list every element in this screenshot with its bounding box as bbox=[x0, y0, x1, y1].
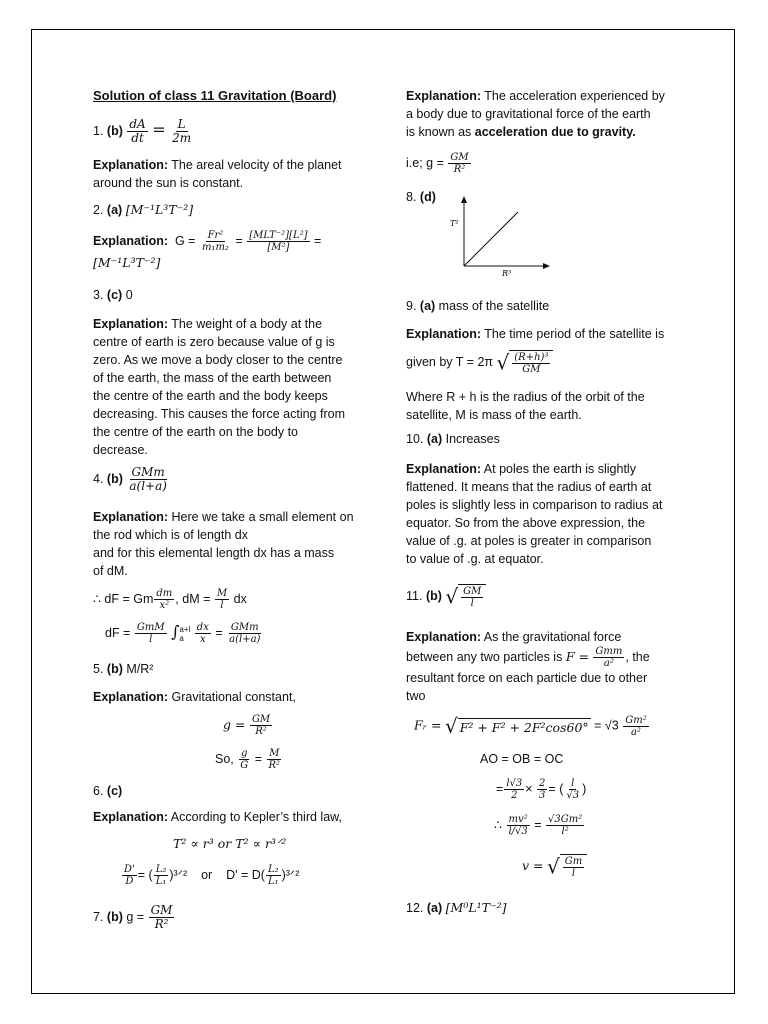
explanation-5: Explanation: Gravitational constant, bbox=[93, 690, 296, 704]
centripetal-equation: ∴ $\frac{\text{mv²}}{l/√3}$ = $\frac{\text{√3Gm²}}{\text{l²}}$ bbox=[494, 814, 583, 837]
answer-3: 3. (c) 0 bbox=[93, 288, 133, 302]
t2-vs-r3-graph bbox=[446, 194, 556, 280]
fraction: $\frac{dA}{dt}$ bbox=[129, 117, 146, 145]
graph-line bbox=[464, 212, 518, 266]
explanation-9-cont: Where R + h is the radius of the orbit of the satellite, M is mass of the earth. bbox=[406, 390, 645, 422]
fraction: $\frac{\text{Gm²}}{\text{a²}}$ bbox=[625, 714, 647, 738]
sqrt-icon: √ bbox=[496, 350, 510, 375]
ao-ob-oc: AO = OB = OC bbox=[480, 752, 564, 766]
fraction: $\frac{GM}{\text{R²}}$ bbox=[450, 152, 469, 175]
explanation-6: Explanation: According to Kepler’s third law, bbox=[93, 810, 342, 824]
fraction: $\frac{\text{√3Gm²}}{\text{l²}}$ bbox=[548, 814, 583, 837]
fraction: $\frac{M}{l}$ bbox=[216, 588, 228, 611]
fraction: $\frac{GM}{\text{R²}}$ bbox=[150, 903, 173, 931]
fraction: $\frac{\text{L₂}}{\text{L₁}}$ bbox=[267, 864, 279, 887]
fraction: $\frac{GM}{l}$ bbox=[463, 586, 482, 609]
answer-8: 8. (d) bbox=[406, 190, 436, 204]
g-equation: g = $\frac{GM}{\text{R²}}$ bbox=[223, 714, 271, 737]
answer-9: 9. (a) mass of the satellite bbox=[406, 299, 550, 313]
x-axis-arrow bbox=[543, 263, 550, 269]
explanation-3: Explanation: The weight of a body at the centre of earth is zero because value of g is zero. As we move a body closer to the centre of the earth, the mass of the earth between the centre of the earth and the body keeps decreasing. This causes the force acting from the centre of the earth on the body to decrease. bbox=[93, 317, 345, 457]
explanation-9: Explanation: The time period of the satellite is bbox=[406, 327, 665, 341]
fraction: $\frac{L}{2m}$ bbox=[172, 117, 192, 145]
fraction: $\frac{\text{L₂}}{\text{L₁}}$ bbox=[155, 864, 167, 887]
fraction: $\frac{Gm}{l}$ bbox=[564, 856, 583, 879]
y-axis-label: T² bbox=[450, 219, 459, 228]
fraction: $\frac{\text{GmM}}{l}$ bbox=[136, 622, 165, 646]
answer-7: 7. (b) g = $\frac{GM}{\text{R²}}$ bbox=[93, 903, 173, 931]
g-definition: i.e; g = $\frac{GM}{\text{R²}}$ bbox=[406, 152, 469, 175]
fraction: $\frac{g}{G}$ bbox=[240, 748, 249, 771]
fraction: $\frac{l}{√3}$ bbox=[566, 778, 580, 801]
fraction: $\frac{dx}{x}$ bbox=[196, 622, 209, 646]
fraction: $\frac{\text{Gmm}}{\text{a²}}$ bbox=[595, 646, 623, 670]
y-axis-arrow bbox=[461, 196, 467, 203]
sqrt-icon: √ bbox=[547, 854, 560, 879]
fraction: $\frac{D'}{D}$ bbox=[124, 864, 135, 887]
answer-2: 2. (a) [M⁻¹L³T⁻²] bbox=[93, 202, 194, 217]
integral-equation: dF = $\frac{\text{GmM}}{l}$ ∫ a+l a $\frac{dx}{x}$ = $\frac{\text{GMm}}{a(l+a)}$ bbox=[105, 622, 261, 646]
fraction: $\frac{\text{(R+h)³}}{GM}$ bbox=[514, 352, 549, 375]
explanation-1: Explanation: The areal velocity of the planet around the sun is constant. bbox=[93, 158, 342, 190]
fraction: $\frac{\text{mv²}}{l/√3}$ bbox=[508, 814, 528, 837]
answer-6: 6. (c) bbox=[93, 784, 123, 798]
explanation-10: Explanation: At poles the earth is slightly flattened. It means that the radius of earth at poles is slightly less in comparison to radius at equator. So from the above expression, the value of .g. at poles is greater in comparison to value of .g. at equator. bbox=[406, 462, 663, 566]
x-axis-label: R³ bbox=[502, 269, 512, 278]
answer-11: 11. (b) √ $\frac{GM}{l}$ bbox=[406, 584, 486, 609]
fraction: $\frac{\text{[MLT⁻²][L²]}}{\text{[M²]}}$ bbox=[249, 230, 308, 253]
explanation-7: Explanation: The acceleration experienced by a body due to gravitational force of the earth is known as acceleration due to gravity. bbox=[406, 89, 665, 139]
answer-10: 10. (a) Increases bbox=[406, 432, 500, 446]
fraction: $\frac{\text{GMm}}{a(l+a)}$ bbox=[129, 465, 167, 493]
answer-5: 5. (b) M/R² bbox=[93, 662, 154, 676]
explanation-2: Explanation: G = $\frac{\text{Fr²}}{\text{m₁m₂}}$ = $\frac{\text{[MLT⁻²][L²]}}{\text{[M²]}}$ = [M⁻¹L³T⁻²] bbox=[93, 230, 322, 270]
fraction: $\frac{\text{Fr²}}{\text{m₁m₂}}$ bbox=[201, 230, 229, 253]
answer-12: 12. (a) [M⁰L¹T⁻²] bbox=[406, 900, 507, 915]
page-title: Solution of class 11 Gravitation (Board) bbox=[93, 88, 337, 103]
fraction: $\frac{\text{GMm}}{a(l+a)}$ bbox=[229, 622, 261, 646]
fraction: $\frac{GM}{\text{R²}}$ bbox=[251, 714, 271, 737]
velocity-equation: v = √ $\frac{Gm}{l}$ bbox=[522, 854, 587, 879]
ratio-equation: So, $\frac{g}{G}$ = $\frac{M}{\text{R²}}$ bbox=[215, 748, 281, 771]
explanation-4: Explanation: Here we take a small element on the rod which is of length dx and for this elemental length dx has a mass of dM. bbox=[93, 510, 354, 578]
answer-1: 1. (b) $\frac{dA}{dt}$ = $\frac{L}{2m}$ bbox=[93, 117, 192, 145]
force-element-equation: ∴ dF = Gm $\frac{dm}{\text{x²}}$ , dM = $\frac{M}{l}$ dx bbox=[93, 588, 247, 611]
keplers-law: T² ∝ r³ or T² ∝ r³ᐟ² bbox=[173, 836, 287, 851]
resultant-force-equation: Fᵣ = √ F² + F² + 2F²cos60° = √3 $\frac{\text{Gm²}}{\text{a²}}$ bbox=[414, 714, 647, 738]
fraction: $\frac{l√3}{2}$ bbox=[506, 778, 523, 801]
time-period-equation: given by T = 2π √ $\frac{\text{(R+h)³}}{GM}$ bbox=[406, 350, 553, 375]
answer-4: 4. (b) $\frac{\text{GMm}}{a(l+a)}$ bbox=[93, 465, 167, 493]
distance-ratio: $\frac{D'}{D}$ = ( $\frac{\text{L₂}}{\text{L₁}}$ )³ᐟ² or D' = D( $\frac{\text{L₂}}{\text{L₁}}$ )³ᐟ² bbox=[124, 864, 300, 887]
fraction: $\frac{M}{\text{R²}}$ bbox=[268, 748, 281, 771]
fraction: $\frac{2}{3}$ bbox=[539, 778, 546, 801]
ao-calculation: = $\frac{l√3}{2}$ × $\frac{2}{3}$ = ( $\frac{l}{√3}$ ) bbox=[496, 778, 587, 801]
sqrt-icon: √ bbox=[445, 584, 459, 609]
fraction: $\frac{dm}{\text{x²}}$ bbox=[156, 588, 173, 611]
sqrt-icon: √ bbox=[444, 714, 458, 738]
explanation-11: Explanation: As the gravitational force between any two particles is F = $\frac{\text{Gmm}}{\text{a²}}$ , the resultant force on each particle due to other two bbox=[406, 630, 650, 704]
